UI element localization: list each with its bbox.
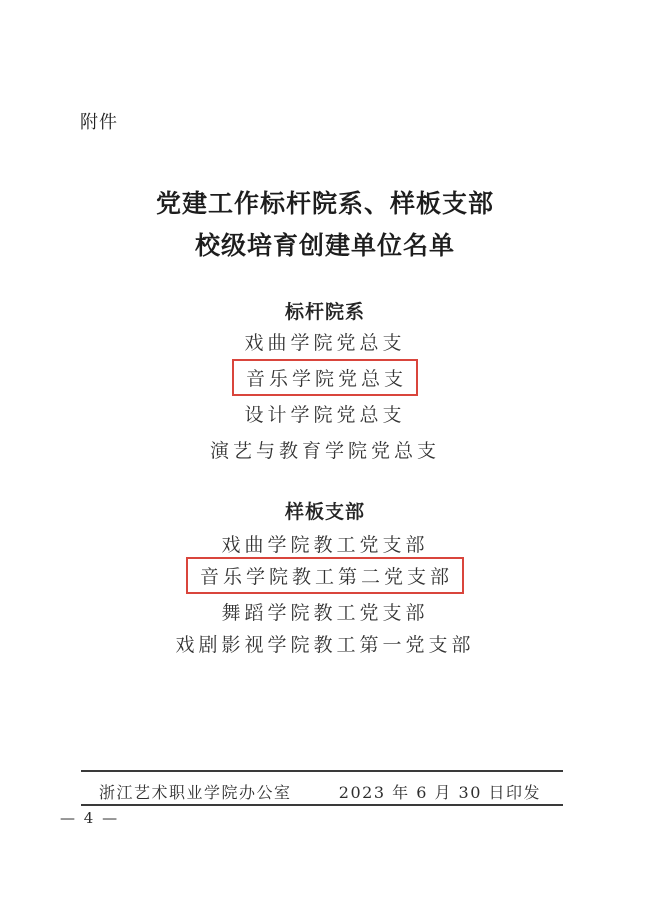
section-heading-benchmark-departments: 标杆院系: [284, 301, 365, 323]
list-item: 戏曲学院教工党支部: [221, 534, 429, 556]
list-item: 戏剧影视学院教工第一党支部: [175, 634, 475, 656]
list-item: 戏曲学院党总支: [244, 332, 406, 354]
footer-rule-bottom: [81, 804, 563, 806]
footer-row: [81, 780, 563, 802]
list-item: 演艺与教育学院党总支: [209, 440, 440, 462]
attachment-label: 附件: [80, 112, 118, 133]
red-highlight-box: [186, 557, 464, 594]
red-highlight-box: [232, 359, 418, 396]
page-number: — 4 —: [60, 809, 120, 827]
list-item: 舞蹈学院教工党支部: [221, 602, 429, 624]
list-item-highlighted: 音乐学院党总支: [245, 368, 407, 390]
document-title-line-1: 党建工作标杆院系、样板支部: [155, 189, 494, 218]
list-item: 设计学院党总支: [244, 404, 406, 426]
footer-rule-top: [81, 770, 563, 772]
footer-issue-date: 2023 年 6 月 30 日印发: [338, 782, 541, 802]
section-heading-model-branches: 样板支部: [284, 501, 365, 523]
footer-issuer: 浙江艺术职业学院办公室: [99, 782, 292, 802]
list-item-highlighted: 音乐学院教工第二党支部: [199, 566, 453, 588]
document-title-line-2: 校级培育创建单位名单: [194, 231, 455, 260]
